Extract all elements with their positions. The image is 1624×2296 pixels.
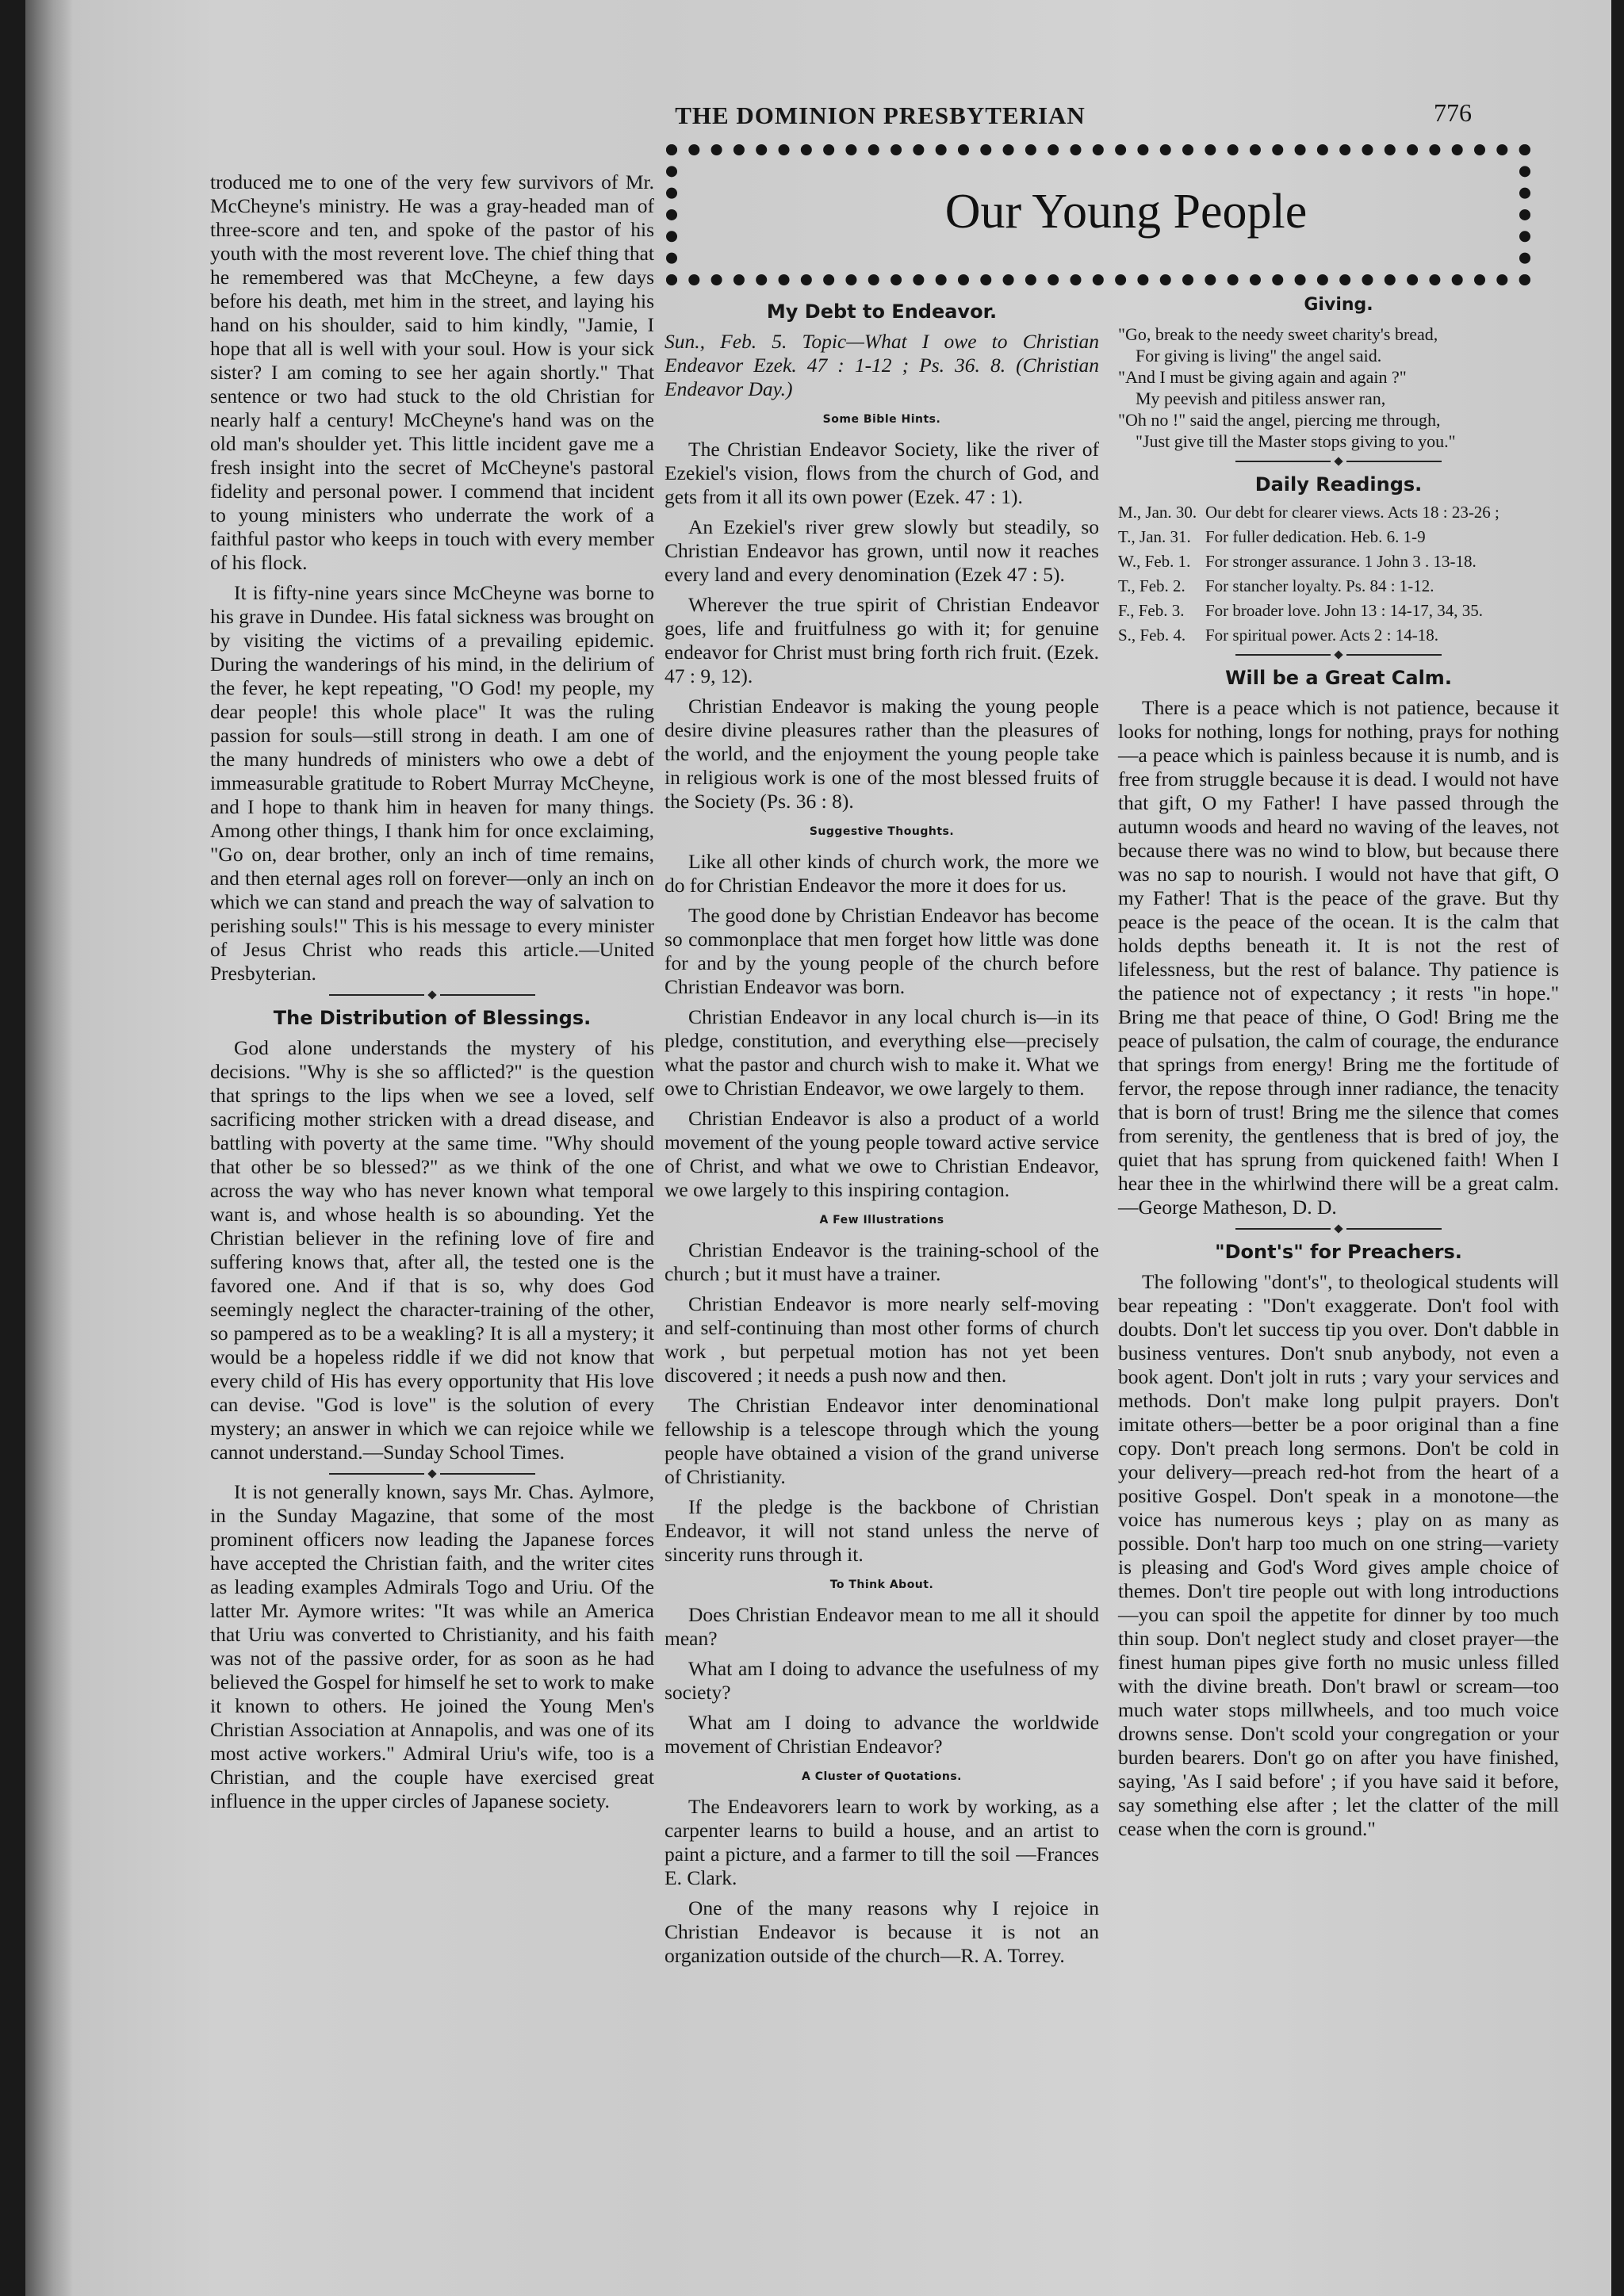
article-paragraph: Christian Endeavor is more nearly self-moving and self-continuing than most other forms of church work , but perpetual motion has not yet been discovered ; it needs a push now and then.: [665, 1292, 1099, 1387]
section-banner-title: Our Young People: [944, 185, 1308, 239]
article-paragraph: The Christian Endeavor inter denominational fellowship is a telescope through which the young people have obtained a vision of the grand universe of Christianity.: [665, 1394, 1099, 1488]
poem-line: "And I must be giving again and again ?": [1118, 367, 1407, 387]
topic-line: Sun., Feb. 5. Topic—What I owe to Christian Endeavor Ezek. 47 : 1-12 ; Ps. 36. 8. (Christian Endeavor Day.): [665, 330, 1099, 400]
column-right: [1118, 293, 1559, 1847]
article-paragraph: It is not generally known, says Mr. Chas. Aylmore, in the Sunday Magazine, that some of the most prominent officers now leading the Japanese forces have accepted the Christian faith, and the writer cites as leading examples Admirals Togo and Uriu. Of the latter Mr. Aymore writes: "It was while an America that Uriu was converted to Christianity, and his faith was not of the passive order, for as soon as he had believed the Gospel for himself he set to work to make it known to others. He joined the Young Men's Christian Association at Annapolis, and was one of its most active workers." Admiral Uriu's wife, too is a Christian, and the couple have exercised great influence in the upper circles of Japanese society.: [210, 1480, 654, 1812]
article-paragraph: The Christian Endeavor Society, like the river of Ezekiel's vision, flows from the church of God, and gets from it all its own power (Ezek. 47 : 1).: [665, 438, 1099, 508]
article-paragraph: What am I doing to advance the worldwide movement of Christian Endeavor?: [665, 1711, 1099, 1758]
poem-line: For giving is living" the angel said.: [1136, 346, 1382, 365]
reading-text: For stancher loyalty. Ps. 84 : 1-12.: [1205, 576, 1434, 595]
article-paragraph: Does Christian Endeavor mean to me all it should mean?: [665, 1603, 1099, 1650]
page-number: 776: [1434, 98, 1472, 127]
subheading-bible-hints: Some Bible Hints.: [822, 413, 941, 426]
section-divider: [1118, 1226, 1559, 1232]
subheading-suggestive-thoughts: Suggestive Thoughts.: [809, 825, 955, 838]
article-paragraph: It is fifty-nine years since McCheyne was borne to his grave in Dundee. His fatal sickness was brought on by visiting the victims of a prevailing epidemic. During the wanderings of his mind, in the delirium of the fever, he kept repeating, "O God! my people, my dear people! this whole place" It was the ruling passion for souls—still strong in death. I am one of the many hundreds of ministers who owe a debt of immeasurable gratitude to Robert Murray McCheyne, and I hope to thank him in heaven for many things. Among other things, I thank him for once exclaiming, "Go on, dear brother, only an inch of time remains, and then eternal ages roll on forever—only an inch on which we can stand and preach the way of salvation to perishing souls!" This is his message to every minister of Jesus Christ who reads this article.—United Presbyterian.: [210, 581, 654, 985]
article-continued-text: troduced me to one of the very few survivors of Mr. McCheyne's ministry. He was a gray-headed man of three-score and ten, and spoke of the pastor of his youth with the most reverent love. The chief thing that he remembered was that McCheyne, a few days before his death, met him in the street, and laying his hand on his shoulder, said to him kindly, "Jamie, I hope that all is well with your soul. How is your sick sister? I am coming to see her again shortly." That sentence or two had stuck to the old Christian for nearly half a century! McCheyne's hand was on the old man's shoulder yet. This little incident gave me a fresh insight into the secret of McCheyne's pastoral fidelity and personal power. I commend that incident to young ministers who underrate the work of a faithful pastor who keeps in touch with every member of his flock.: [210, 170, 654, 574]
reading-date: F., Feb. 3.: [1118, 601, 1185, 620]
article-paragraph: The good done by Christian Endeavor has become so commonplace that men forget how little was done for and by the young people of the church before Christian Endeavor was born.: [665, 904, 1099, 998]
article-paragraph: If the pledge is the backbone of Christian Endeavor, it will not stand unless the nerve of sincerity runs through it.: [665, 1495, 1099, 1566]
reading-row: [1118, 626, 1559, 645]
reading-text: For stronger assurance. 1 John 3 . 13-18.: [1205, 552, 1477, 571]
reading-row: [1118, 503, 1559, 522]
section-divider: [1118, 652, 1559, 658]
article-paragraph: Christian Endeavor is the training-school of the church ; but it must have a trainer.: [665, 1238, 1099, 1285]
poem-title-giving: Giving.: [1304, 295, 1373, 315]
article-paragraph: Wherever the true spirit of Christian Endeavor goes, life and fruitfulness go with it; for genuine endeavor for Christ must bring forth rich fruit. (Ezek. 47 : 9, 12).: [665, 593, 1099, 687]
reading-row: [1118, 601, 1559, 621]
column-middle: [665, 300, 1099, 1974]
reading-row: [1118, 576, 1559, 596]
article-title-donts: "Dont's" for Preachers.: [1215, 1241, 1462, 1263]
reading-text: For spiritual power. Acts 2 : 14-18.: [1205, 626, 1438, 645]
article-title-debt: My Debt to Endeavor.: [766, 300, 998, 323]
section-divider: [210, 1471, 654, 1477]
article-paragraph: Christian Endeavor in any local church is—in its pledge, constitution, and everything else—precisely what the pastor and church wish to make it. What we owe to Christian Endeavor, we owe largely to them.: [665, 1005, 1099, 1100]
poem-line: "Go, break to the needy sweet charity's bread,: [1118, 324, 1438, 344]
reading-text: For fuller dedication. Heb. 6. 1-9: [1205, 527, 1426, 546]
reading-date: W., Feb. 1.: [1118, 552, 1191, 571]
article-paragraph: What am I doing to advance the usefulness of my society?: [665, 1657, 1099, 1704]
article-paragraph: The Endeavorers learn to work by working, as a carpenter learns to build a house, and an artist to paint a picture, and a farmer to till the soil —Frances E. Clark.: [665, 1795, 1099, 1889]
article-title-distribution: The Distribution of Blessings.: [273, 1007, 592, 1029]
reading-text: Our debt for clearer views. Acts 18 : 23-26 ;: [1205, 503, 1500, 522]
subheading-to-think-about: To Think About.: [829, 1578, 934, 1591]
reading-date: M., Jan. 30.: [1118, 503, 1197, 522]
reading-date: S., Feb. 4.: [1118, 626, 1186, 645]
poem-line: "Just give till the Master stops giving to you.": [1136, 431, 1456, 451]
article-paragraph: The following "dont's", to theological students will bear repeating : "Don't exaggerate. Don't fool with doubts. Don't let success tip you over. Don't dabble in business ventures. Don't snub anybody, not even a book agent. Don't jolt in ruts ; vary your services and methods. Don't make long pulpit prayers. Don't imitate others—better be a poor original than a fine copy. Don't preach long sermons. Don't be cold in your delivery—preach red-hot from the heart of a positive Gospel. Don't speak in a monotone—the voice has numerous keys ; play on as many as possible. Don't harp too much on one string—variety is pleasing and God's Word gives ample choice of themes. Don't tire people out with long introductions—you can spoil the appetite for dinner by too much thin soup. Don't neglect study and closet prayer—the finest human pipes give forth no music unless filled with the divine breath. Don't brawl or scream—too much water stops millwheels, and too much voice drowns sense. Don't scold your congregation or your burden bearers. Don't go on after you have finished, saying, 'As I said before' ; if you have said it before, say something else after ; let the clatter of the mill cease when the corn is ground.": [1118, 1270, 1559, 1840]
subheading-illustrations: A Few Illustrations: [819, 1214, 944, 1226]
column-left: [210, 170, 654, 1820]
article-paragraph: There is a peace which is not patience, because it looks for nothing, longs for nothing, prays for nothing—a peace which is painless because it is numb, and is free from struggle because it is dead. I would not have that gift, O my Father! I have passed through the autumn woods and heard no waving of the leaves, not because there was no wind to blow, but because there was no sap to nourish. I would not have that gift, O my Father! That is the peace of the grave. But thy peace is the peace of the ocean. It is the calm that holds depths beneath it. It is not the rest of lifelessness, but the rest of balance. Thy patience is the patience not of expectancy ; it rests "in hope." Bring me that peace of thine, O God! Bring me the peace of pulsation, the calm of courage, the endurance that springs from energy! Bring me the fortitude of fervor, the repose through inner radiance, the tenacity that is born of trust! Bring me the silence that comes from serenity, the gentleness that is bred of joy, the quiet that has sprung from quickened faith! When I hear thee in the whirlwind there will be a great calm.—George Matheson, D. D.: [1118, 696, 1559, 1219]
article-paragraph: Christian Endeavor is also a product of a world movement of the young people toward active service of Christ, and what we owe to Christian Endeavor, we owe largely to this inspiring contagion.: [665, 1107, 1099, 1201]
reading-row: [1118, 527, 1559, 547]
daily-readings-title: Daily Readings.: [1254, 473, 1423, 496]
reading-row: [1118, 552, 1559, 572]
reading-text: For broader love. John 13 : 14-17, 34, 35.: [1205, 601, 1483, 620]
daily-readings-list: [1118, 503, 1559, 645]
article-title-great-calm: Will be a Great Calm.: [1225, 667, 1452, 689]
section-divider: [1118, 458, 1559, 465]
article-paragraph: One of the many reasons why I rejoice in Christian Endeavor is because it is not an organization outside of the church—R. A. Torrey.: [665, 1896, 1099, 1967]
subheading-quotations: A Cluster of Quotations.: [802, 1770, 962, 1783]
article-paragraph: An Ezekiel's river grew slowly but steadily, so Christian Endeavor has grown, until now it reaches every land and every denomination (Ezek 47 : 5).: [665, 515, 1099, 586]
binding-shadow: [25, 0, 73, 2296]
article-paragraph: God alone understands the mystery of his decisions. "Why is she so afflicted?" is the question that springs to the lips when we see a loved, self sacrificing mother stricken with a dread disease, and battling with poverty at the same time. "Why should that other be so blessed?" as we think of the one across the way who has never known what temporal want is, and whose health is so abounding. Yet the Christian believer in the refining love of fire and suffering knows that, after all, the tested one is the favored one. And if that is so, why does God seemingly neglect the character-training of the other, so pampered as to be a weakling? It is all a mystery; it would be a hopeless riddle if we did not know that every child of His has every opportunity that His love can devise. "God is love" is the solution of every mystery; an answer in which we can rejoice while we cannot understand.—Sunday School Times.: [210, 1036, 654, 1464]
reading-date: T., Feb. 2.: [1118, 576, 1185, 595]
reading-date: T., Jan. 31.: [1118, 527, 1191, 546]
poem-line: "Oh no !" said the angel, piercing me through,: [1118, 410, 1441, 430]
article-paragraph: Like all other kinds of church work, the more we do for Christian Endeavor the more it does for us.: [665, 850, 1099, 897]
section-divider: [210, 992, 654, 998]
poem-giving: [1118, 323, 1559, 452]
running-title: THE DOMINION PRESBYTERIAN: [675, 101, 1086, 129]
poem-line: My peevish and pitiless answer ran,: [1136, 388, 1386, 408]
article-paragraph: Christian Endeavor is making the young people desire divine pleasures rather than the pleasures of the world, and the enjoyment the young people take in religious work is one of the most blessed fruits of the Society (Ps. 36 : 8).: [665, 695, 1099, 813]
